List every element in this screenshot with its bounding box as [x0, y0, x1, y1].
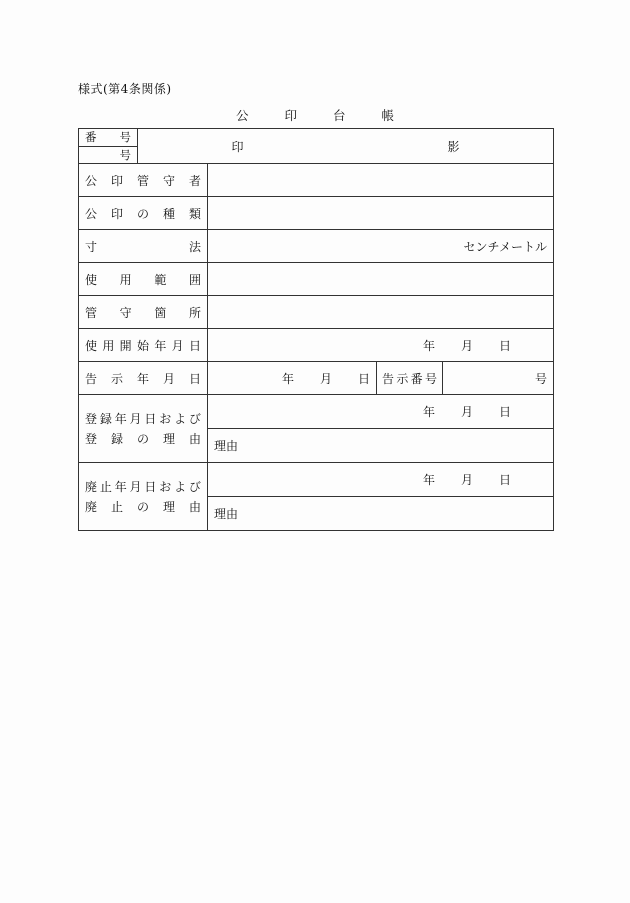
- date-parts: 年 月 日: [423, 405, 512, 419]
- table-row-type: [79, 197, 554, 230]
- table-row-notice: [79, 362, 554, 395]
- table-row-size: [79, 230, 554, 263]
- notice-number-cell: [377, 362, 554, 395]
- notice-date-label: 告 示 年 月 日: [79, 362, 208, 395]
- storage-place-field[interactable]: [208, 296, 554, 329]
- seal-type-field[interactable]: [208, 197, 554, 230]
- date-parts: 年 月 日: [423, 338, 512, 353]
- number-header-cell: [79, 129, 138, 164]
- title-char: 公: [235, 108, 249, 123]
- table-row-number: [79, 129, 554, 164]
- abolition-reason-field[interactable]: [208, 497, 554, 531]
- usage-scope-label: 使 用 範 囲: [79, 263, 208, 296]
- registration-label: 登 録 年 月 日 お よ び 登 録 の 理 由: [79, 395, 208, 463]
- table-row-registration-date: [79, 395, 554, 429]
- form-reference: 様式(第4条関係): [78, 82, 172, 96]
- number-value-field[interactable]: 号: [119, 147, 131, 162]
- size-label: 寸 法: [79, 230, 208, 263]
- reason-label: 理由: [214, 439, 239, 453]
- notice-number-field[interactable]: 号: [535, 371, 548, 386]
- table-row-abolition-date: [79, 463, 554, 497]
- table-row-start-date: [79, 329, 554, 362]
- table-row-custodian: [79, 164, 554, 197]
- title-char: 帳: [381, 108, 395, 123]
- seal-type-label: 公 印 の 種 類: [79, 197, 208, 230]
- usage-scope-field[interactable]: [208, 263, 554, 296]
- custodian-field[interactable]: [208, 164, 554, 197]
- abolition-label: 廃 止 年 月 日 お よ び 廃 止 の 理 由: [79, 463, 208, 531]
- custodian-label: 公 印 管 守 者: [79, 164, 208, 197]
- notice-date-field[interactable]: [208, 362, 377, 395]
- title-char: 印: [284, 108, 297, 123]
- registration-reason-field[interactable]: [208, 429, 554, 463]
- notice-number-label: 告 示 番 号: [377, 362, 443, 394]
- start-date-field[interactable]: [208, 329, 554, 362]
- date-parts: 年 月 日: [423, 473, 512, 487]
- abolition-date-field[interactable]: [208, 463, 554, 497]
- table-row-storage-place: [79, 296, 554, 329]
- seal-ledger-table: [78, 128, 554, 531]
- number-label: 番 号: [79, 129, 137, 147]
- size-unit: センチメートル: [463, 239, 548, 254]
- storage-place-label: 管 守 箇 所: [79, 296, 208, 329]
- date-parts: 年 月 日: [281, 371, 370, 386]
- seal-impression-label: 印 影: [231, 139, 460, 154]
- reason-label: 理由: [214, 507, 239, 521]
- registration-date-field[interactable]: [208, 395, 554, 429]
- table-row-usage-scope: [79, 263, 554, 296]
- seal-impression-cell[interactable]: [138, 129, 554, 164]
- document-title: [0, 106, 630, 124]
- title-char: 台: [333, 108, 346, 123]
- start-date-label: 使 用 開 始 年 月 日: [79, 329, 208, 362]
- size-field[interactable]: [208, 230, 554, 263]
